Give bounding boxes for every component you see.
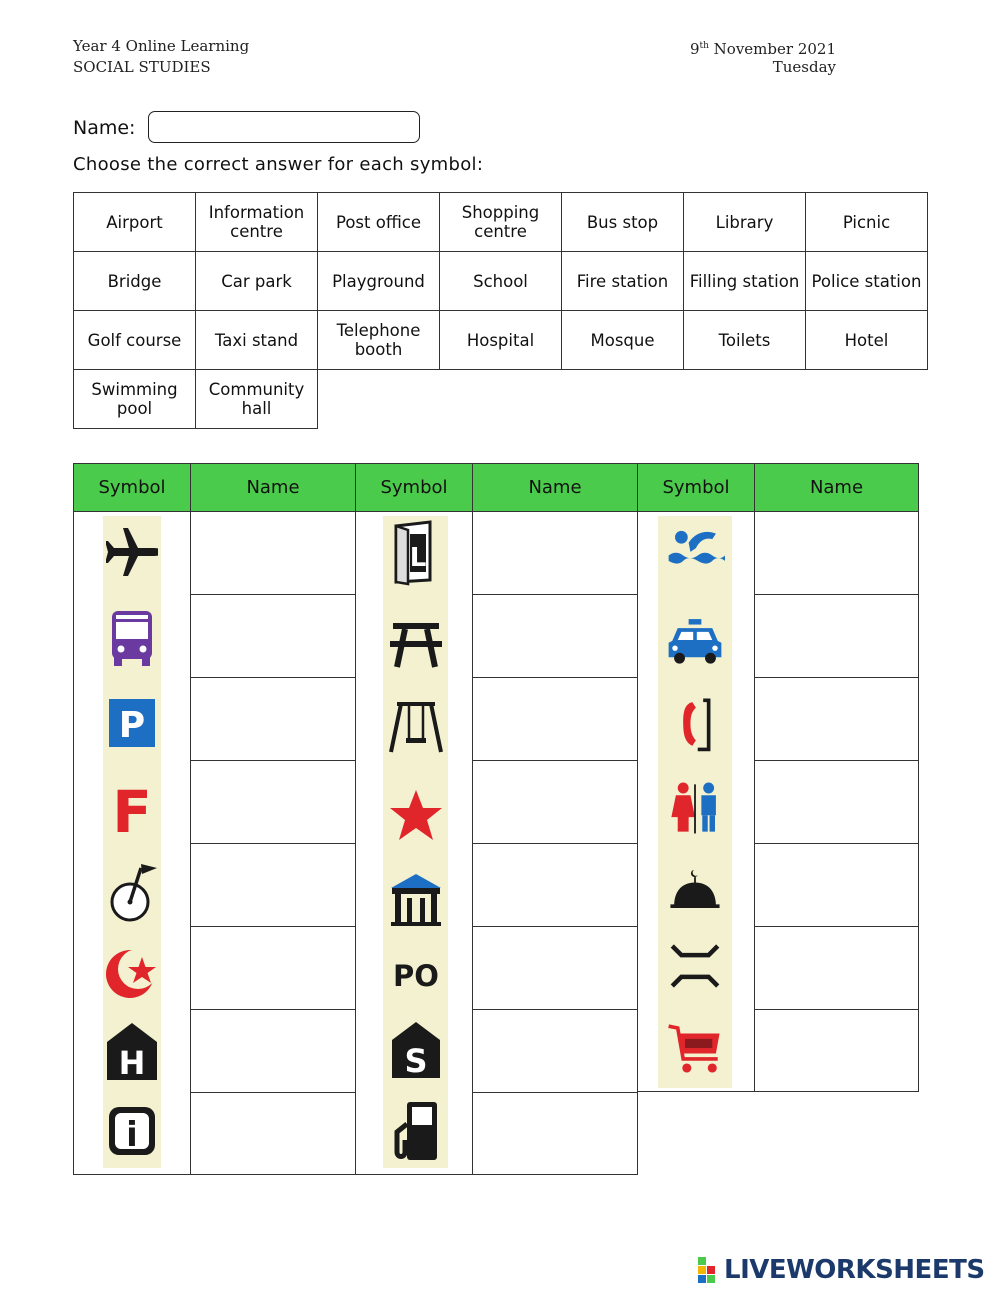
bridge-icon	[665, 930, 725, 1002]
answer-box[interactable]	[472, 760, 638, 844]
word-bank-item: Filling station	[684, 252, 806, 311]
header-name-3: Name	[754, 463, 919, 512]
answer-box[interactable]	[190, 926, 356, 1010]
instruction: Choose the correct answer for each symbol:	[73, 154, 484, 175]
word-bank-item: Police station	[806, 252, 928, 311]
word-bank-item: Telephone booth	[318, 311, 440, 370]
picnic-table-icon	[386, 606, 446, 678]
airplane-icon	[102, 516, 162, 588]
answer-box[interactable]	[190, 677, 356, 761]
swing-icon	[386, 690, 446, 762]
answer-box[interactable]	[472, 843, 638, 927]
answer-box[interactable]	[754, 926, 919, 1010]
word-bank-item: Community hall	[196, 370, 318, 429]
header-name-2: Name	[472, 463, 638, 512]
mosque-icon	[665, 852, 725, 924]
header-name-1: Name	[190, 463, 356, 512]
toilets-icon	[665, 772, 725, 844]
word-bank-item: Swimming pool	[74, 370, 196, 429]
taxi-icon	[665, 604, 725, 676]
answer-box[interactable]	[472, 511, 638, 595]
shopping-cart-icon	[665, 1012, 725, 1084]
word-bank-item: Fire station	[562, 252, 684, 311]
word-bank-item: Airport	[74, 193, 196, 252]
name-input[interactable]	[148, 111, 420, 143]
answer-box[interactable]	[754, 511, 919, 595]
school-letter: S	[404, 1042, 428, 1080]
word-bank-item: Toilets	[684, 311, 806, 370]
logo-text: LIVEWORKSHEETS	[724, 1255, 985, 1285]
answer-box[interactable]	[754, 843, 919, 927]
answer-box[interactable]	[190, 511, 356, 595]
answer-box[interactable]	[754, 677, 919, 761]
fire-station-icon	[102, 772, 162, 844]
hotel-letter: H	[118, 1044, 146, 1082]
information-icon	[102, 1095, 162, 1167]
post-office-icon	[386, 936, 446, 1008]
hospital-crescent-icon	[102, 938, 162, 1010]
word-bank-item: Bridge	[74, 252, 196, 311]
answer-box[interactable]	[754, 760, 919, 844]
subject-title: SOCIAL STUDIES	[73, 58, 211, 76]
bus-icon	[102, 602, 162, 674]
parking-letter: P	[118, 705, 146, 746]
header-symbol-3: Symbol	[637, 463, 755, 512]
word-bank-item: Car park	[196, 252, 318, 311]
word-bank-item: Mosque	[562, 311, 684, 370]
fuel-pump-icon	[386, 1094, 446, 1166]
word-bank-item: Shopping centre	[440, 193, 562, 252]
swimming-icon	[665, 514, 725, 586]
community-hall-icon	[386, 862, 446, 934]
police-star-icon	[386, 780, 446, 852]
library-book-icon	[384, 516, 444, 588]
word-bank-item: Golf course	[74, 311, 196, 370]
post-office-text: PO	[393, 959, 439, 993]
parking-icon	[102, 688, 162, 760]
answer-box[interactable]	[754, 1009, 919, 1092]
weekday: Tuesday	[772, 58, 836, 76]
word-bank-item: Library	[684, 193, 806, 252]
word-bank-item: Post office	[318, 193, 440, 252]
answer-box[interactable]	[754, 594, 919, 678]
word-bank-item: Information centre	[196, 193, 318, 252]
answer-box[interactable]	[190, 760, 356, 844]
answer-box[interactable]	[190, 594, 356, 678]
answer-box[interactable]	[472, 677, 638, 761]
word-bank	[73, 192, 928, 429]
logo-blocks-icon	[698, 1257, 722, 1283]
course-title: Year 4 Online Learning	[73, 37, 250, 55]
school-icon	[386, 1014, 446, 1086]
word-bank-item: Playground	[318, 252, 440, 311]
hotel-icon	[102, 1016, 162, 1088]
library-letter: L	[409, 543, 427, 573]
header-symbol-1: Symbol	[73, 463, 191, 512]
answer-box[interactable]	[190, 1092, 356, 1175]
info-letter: i	[126, 1115, 138, 1155]
word-bank-item: Hospital	[440, 311, 562, 370]
date: 9th November 2021	[689, 40, 836, 58]
header-symbol-2: Symbol	[355, 463, 473, 512]
answer-box[interactable]	[472, 1092, 638, 1175]
word-bank-item: Bus stop	[562, 193, 684, 252]
fire-letter: F	[112, 778, 152, 840]
name-label: Name:	[73, 117, 136, 139]
word-bank-item: Picnic	[806, 193, 928, 252]
golf-icon	[102, 855, 162, 927]
liveworksheets-logo	[698, 1254, 994, 1286]
answer-box[interactable]	[190, 1009, 356, 1093]
word-bank-item: Taxi stand	[196, 311, 318, 370]
telephone-icon	[665, 688, 725, 760]
answer-box[interactable]	[190, 843, 356, 927]
answer-box[interactable]	[472, 594, 638, 678]
word-bank-item: Hotel	[806, 311, 928, 370]
word-bank-item: School	[440, 252, 562, 311]
answer-box[interactable]	[472, 1009, 638, 1093]
answer-box[interactable]	[472, 926, 638, 1010]
